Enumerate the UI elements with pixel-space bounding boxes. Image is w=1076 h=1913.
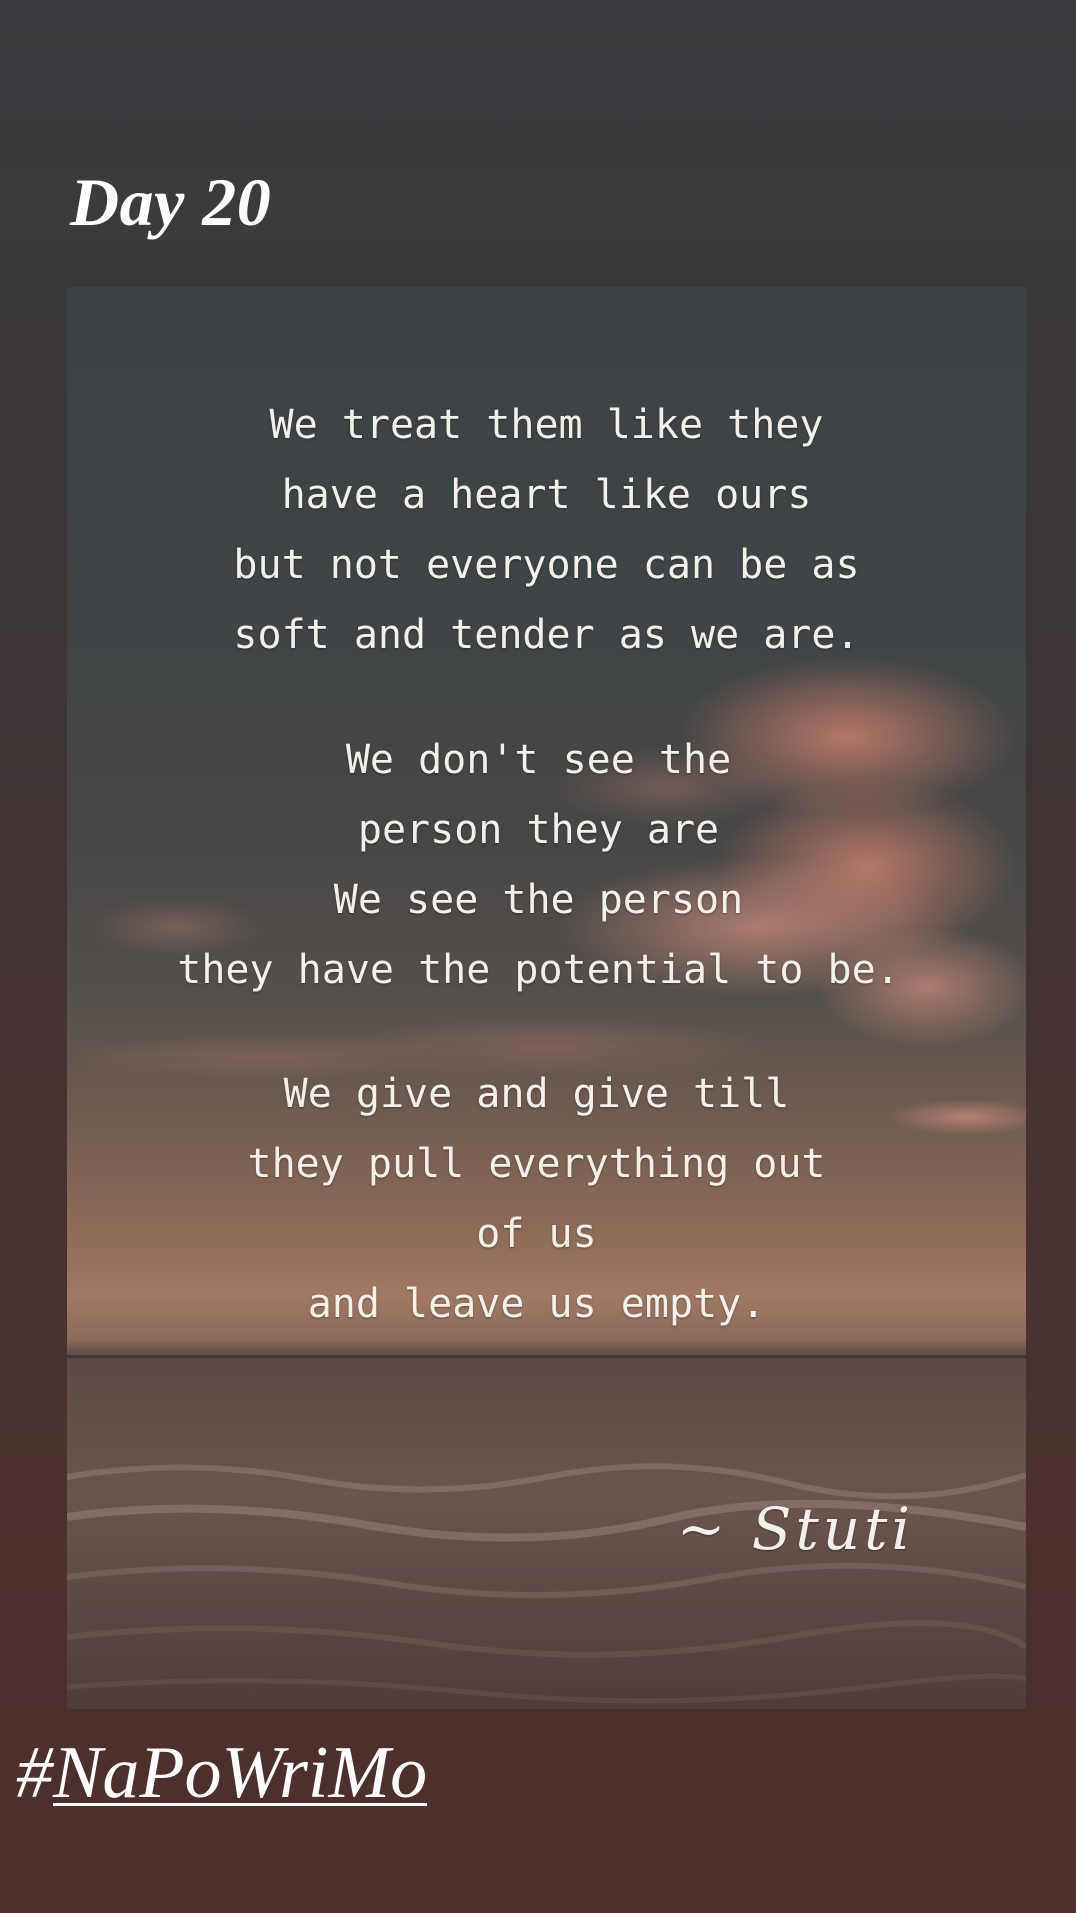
poem-signature: ~ Stuti bbox=[676, 1495, 914, 1563]
hashtag-link[interactable] bbox=[16, 1733, 427, 1814]
poem-line: and leave us empty. bbox=[307, 1281, 766, 1327]
poem-line: of us bbox=[476, 1211, 597, 1257]
poem-stanza bbox=[67, 1059, 1016, 1339]
poem-line: person they are bbox=[357, 807, 720, 853]
poem-line: have a heart like ours bbox=[281, 472, 812, 518]
poem-line: We give and give till bbox=[283, 1071, 790, 1117]
poem-line: soft and tender as we are. bbox=[233, 612, 860, 658]
hashtag-symbol: # bbox=[16, 1732, 53, 1814]
poem-line: they have the potential to be. bbox=[177, 947, 900, 993]
poem-photo bbox=[67, 287, 1026, 1709]
poem-line: We treat them like they bbox=[269, 402, 824, 448]
poem-line: We see the person bbox=[333, 877, 744, 923]
poem-line: We don't see the bbox=[345, 737, 732, 783]
poem-stanza bbox=[67, 725, 1018, 1005]
poem-line: but not everyone can be as bbox=[233, 542, 860, 588]
day-title: Day 20 bbox=[70, 164, 272, 240]
poem bbox=[67, 287, 1026, 1709]
poem-line: they pull everything out bbox=[247, 1141, 826, 1187]
hashtag-text: NaPoWriMo bbox=[53, 1732, 428, 1814]
poem-stanza bbox=[67, 390, 1026, 670]
